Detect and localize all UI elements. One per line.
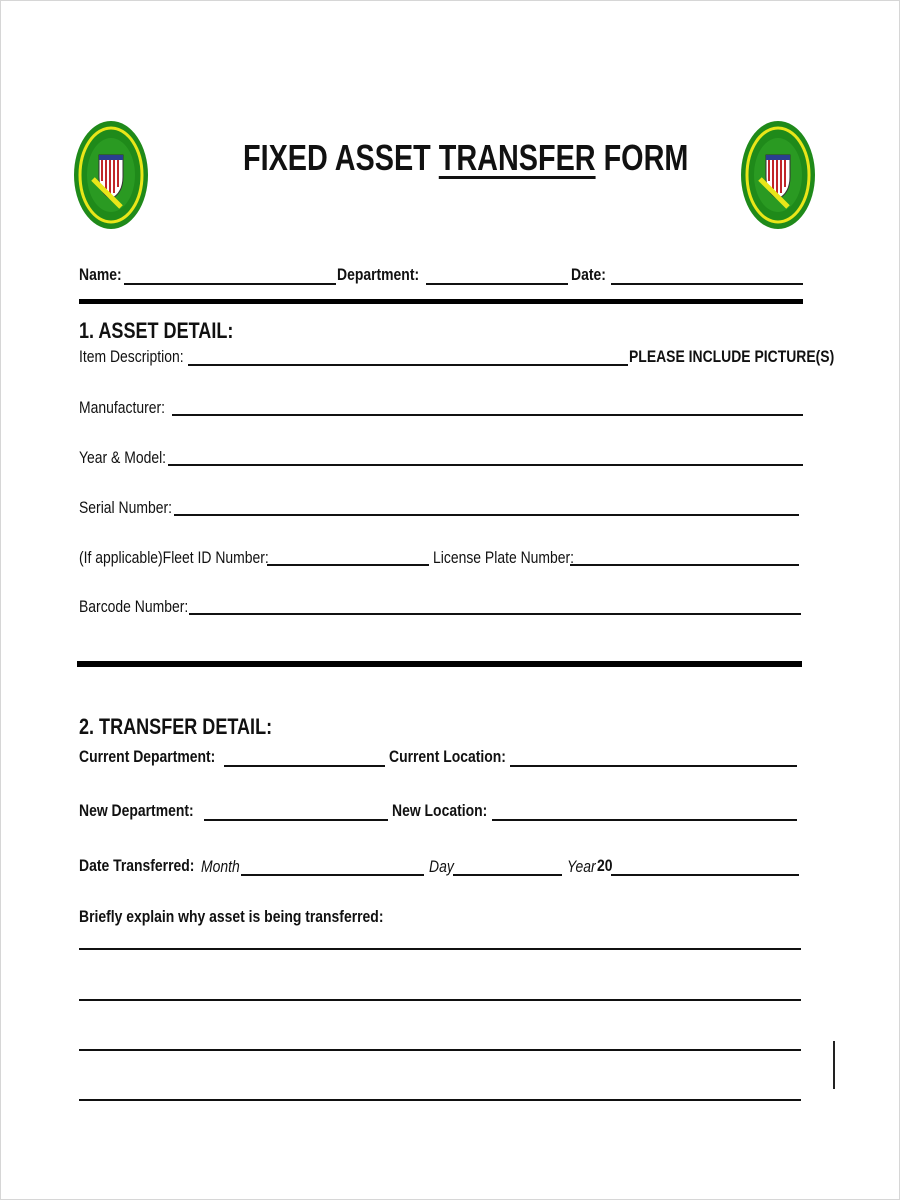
explain-line[interactable]: [79, 1049, 801, 1051]
picture-note: PLEASE INCLUDE PICTURE(S): [629, 347, 835, 366]
date-transferred-label: Date Transferred:: [79, 856, 195, 875]
current-department-field[interactable]: [224, 765, 385, 767]
explain-line[interactable]: [79, 999, 801, 1001]
year-label: Year: [567, 857, 596, 876]
name-field[interactable]: [124, 283, 336, 285]
current-location-field[interactable]: [510, 765, 797, 767]
manufacturer-field[interactable]: [172, 414, 803, 416]
department-field[interactable]: [426, 283, 568, 285]
fleet-id-field[interactable]: [267, 564, 429, 566]
license-plate-label: License Plate Number:: [433, 548, 575, 567]
day-label: Day: [429, 857, 454, 876]
day-field[interactable]: [453, 874, 562, 876]
current-department-label: Current Department:: [79, 747, 216, 766]
year-model-field[interactable]: [168, 464, 803, 466]
barcode-field[interactable]: [189, 613, 801, 615]
city-seal-left: [73, 119, 149, 231]
new-location-field[interactable]: [492, 819, 797, 821]
fleet-id-label: (If applicable)Fleet ID Number:: [79, 548, 269, 567]
section-heading-asset-detail: 1. ASSET DETAIL:: [79, 318, 234, 343]
explain-line[interactable]: [79, 1099, 801, 1101]
divider: [79, 299, 803, 304]
city-seal-right: [740, 119, 816, 231]
year-field[interactable]: [611, 874, 799, 876]
item-description-label: Item Description:: [79, 347, 184, 366]
serial-number-label: Serial Number:: [79, 498, 172, 517]
text-cursor-mark: [833, 1041, 835, 1089]
manufacturer-label: Manufacturer:: [79, 398, 166, 417]
section-heading-transfer-detail: 2. TRANSFER DETAIL:: [79, 714, 273, 739]
serial-number-field[interactable]: [174, 514, 799, 516]
explain-line[interactable]: [79, 948, 801, 950]
department-label: Department:: [337, 265, 420, 284]
date-label: Date:: [571, 265, 606, 284]
year-prefix: 20: [597, 856, 613, 875]
new-department-label: New Department:: [79, 801, 194, 820]
license-plate-field[interactable]: [570, 564, 799, 566]
divider: [77, 661, 802, 667]
month-label: Month: [201, 857, 240, 876]
explain-label: Briefly explain why asset is being transferred:: [79, 907, 384, 926]
form-title: FIXED ASSET TRANSFER FORM: [243, 137, 689, 178]
date-field[interactable]: [611, 283, 803, 285]
new-location-label: New Location:: [392, 801, 488, 820]
month-field[interactable]: [241, 874, 424, 876]
name-label: Name:: [79, 265, 122, 284]
current-location-label: Current Location:: [389, 747, 506, 766]
year-model-label: Year & Model:: [79, 448, 167, 467]
barcode-label: Barcode Number:: [79, 597, 189, 616]
item-description-field[interactable]: [188, 364, 628, 366]
new-department-field[interactable]: [204, 819, 388, 821]
